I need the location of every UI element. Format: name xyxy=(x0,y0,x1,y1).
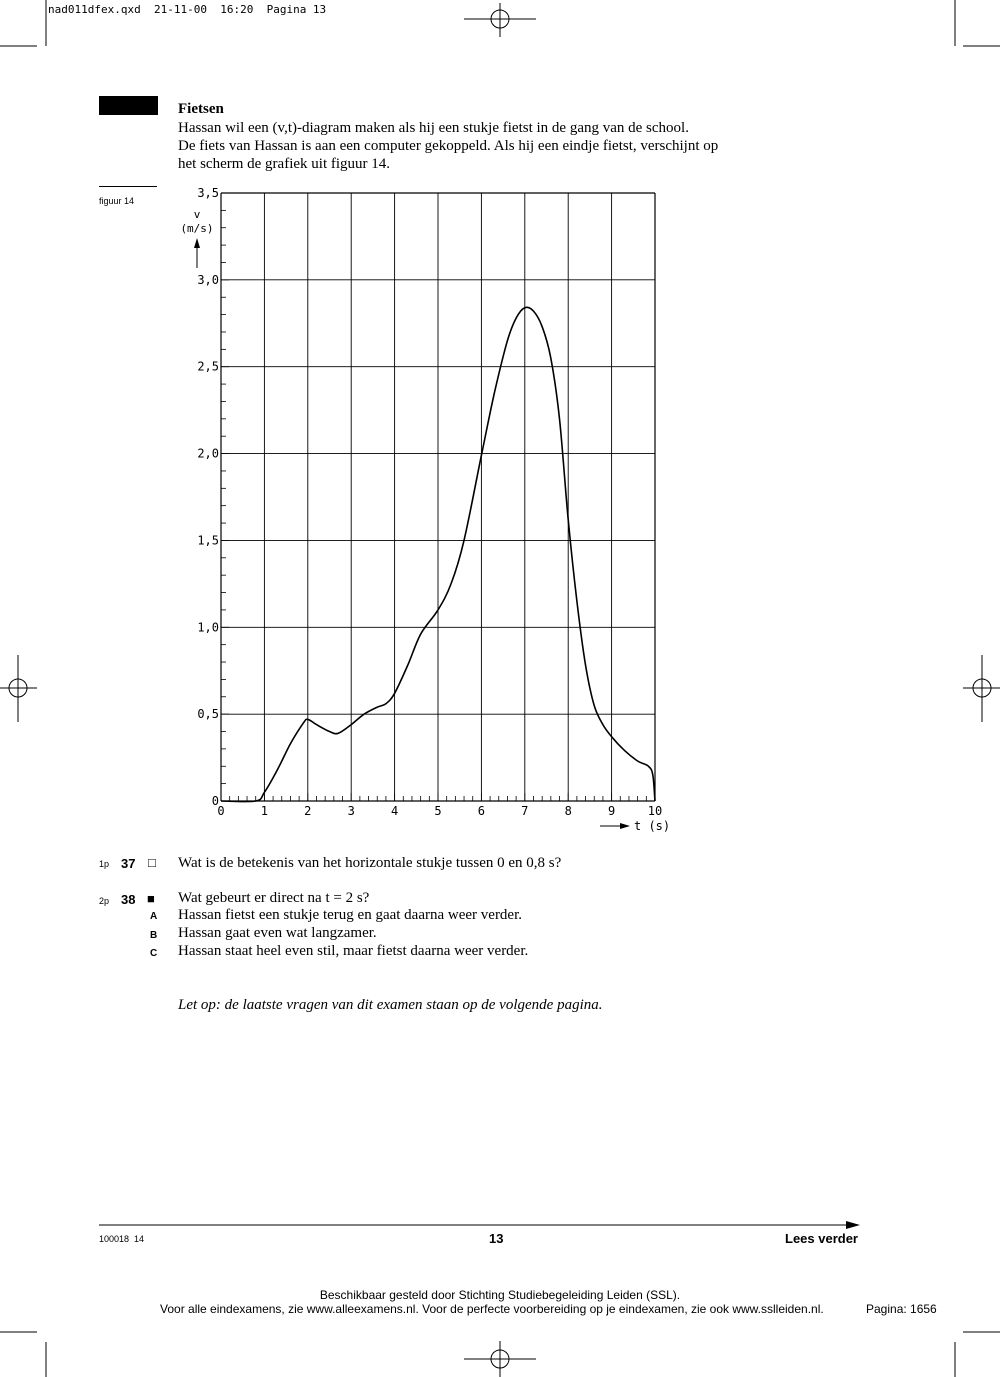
print-header-time: 16:20 xyxy=(220,3,254,16)
intro-line-3: het scherm de grafiek uit figuur 14. xyxy=(178,156,391,172)
footer-page-number: 13 xyxy=(489,1231,504,1246)
q37-marker: □ xyxy=(148,855,156,870)
y-tick-label: 3,0 xyxy=(197,272,219,287)
x-axis-label: t (s) xyxy=(634,819,671,833)
y-tick-label: 3,5 xyxy=(197,186,219,200)
print-header-date: 21-11-00 xyxy=(153,3,207,16)
y-tick-label: 1,5 xyxy=(197,533,219,548)
y-tick-label: 0,5 xyxy=(197,707,219,722)
credit-line-2: Voor alle eindexamens, zie www.alleexamens.nl. Voor de perfecte voorbereiding op je eindexamen, zie ook www.sslleiden.nl. xyxy=(160,1302,824,1316)
y-tick-label: 1,0 xyxy=(197,620,219,635)
y-tick-label: 0 xyxy=(211,794,219,808)
closing-note: Let op: de laatste vragen van dit examen staan op de volgende pagina. xyxy=(178,997,603,1013)
y-tick-label: 2,5 xyxy=(197,359,219,374)
y-axis-unit: (m/s) xyxy=(180,222,214,235)
y-tick-label: 2,0 xyxy=(197,446,219,461)
q38-points: 2p xyxy=(99,896,110,906)
section-title: Fietsen xyxy=(178,101,224,117)
print-header-page: Pagina 13 xyxy=(266,3,327,16)
q38-marker: ■ xyxy=(147,891,155,906)
x-tick-label: 1 xyxy=(260,804,269,818)
credit-line-1: Beschikbaar gesteld door Stichting Studiebegeleiding Leiden (SSL). xyxy=(319,1288,681,1302)
x-tick-label: 0 xyxy=(217,804,225,818)
q38-option-a-letter: A xyxy=(150,911,158,922)
figure-label: figuur 14 xyxy=(99,196,135,206)
q38-number: 38 xyxy=(121,892,136,907)
q38-option-b-text: Hassan gaat even wat langzamer. xyxy=(178,925,377,941)
x-tick-label: 9 xyxy=(607,804,616,818)
x-tick-label: 3 xyxy=(347,804,355,818)
q38-option-b-letter: B xyxy=(150,930,158,941)
credit-page: Pagina: 1656 xyxy=(866,1302,937,1316)
y-axis-symbol: v xyxy=(193,208,201,221)
x-tick-label: 4 xyxy=(390,804,399,818)
x-tick-label: 7 xyxy=(521,804,529,818)
x-tick-label: 5 xyxy=(434,804,442,818)
intro-line-1: Hassan wil een (v,t)-diagram maken als hij een stukje fietst in de gang van de school. xyxy=(178,120,689,136)
q38-text: Wat gebeurt er direct na t = 2 s? xyxy=(178,890,370,906)
footer-code: 100018 14 xyxy=(99,1234,145,1244)
q37-points: 1p xyxy=(99,859,110,869)
footer-next: Lees verder xyxy=(785,1231,858,1246)
x-tick-label: 2 xyxy=(304,804,312,818)
x-tick-label: 6 xyxy=(477,804,486,818)
print-header-file: nad011dfex.qxd xyxy=(48,3,141,16)
intro-line-2: De fiets van Hassan is aan een computer gekoppeld. Als hij een eindje fietst, verschijnt op xyxy=(178,138,719,154)
q38-option-a-text: Hassan fietst een stukje terug en gaat daarna weer verder. xyxy=(178,907,523,923)
q38-option-c-text: Hassan staat heel even stil, maar fietst daarna weer verder. xyxy=(178,943,529,959)
q38-option-c-letter: C xyxy=(150,948,158,959)
q37-number: 37 xyxy=(121,856,136,871)
q37-text: Wat is de betekenis van het horizontale stukje tussen 0 en 0,8 s? xyxy=(178,855,562,871)
x-tick-label: 10 xyxy=(647,804,663,818)
x-tick-label: 8 xyxy=(564,804,572,818)
